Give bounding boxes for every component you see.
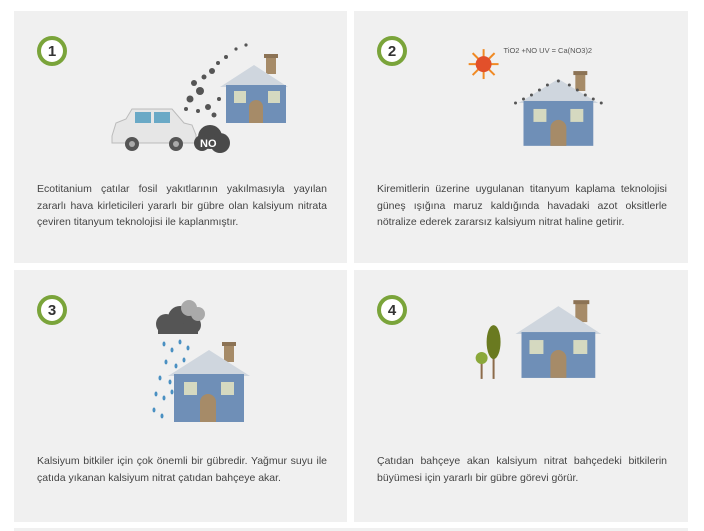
step-number-badge: 4	[377, 295, 407, 325]
car-icon	[112, 109, 196, 151]
house-icon	[514, 71, 603, 146]
cloud-icon	[156, 300, 205, 334]
step-number-badge: 1	[37, 36, 67, 66]
tree-icon	[476, 325, 501, 379]
garden-house-illustration	[354, 270, 687, 435]
house-icon	[168, 342, 250, 422]
house-icon	[220, 54, 288, 123]
step-card-4	[354, 270, 688, 522]
sun-icon	[469, 49, 499, 79]
step-description: Ecotitanium çatılar fosil yakıtlarının yakılmasıyla yayılan zararlı hava kirleticileri yararlı bir gübre olan kalsiyum nitrata çeviren titanyum teknolojisi ile kaplanmıştır.	[37, 183, 327, 228]
step-description: Çatıdan bahçeye akan kalsiyum nitrat bahçedeki bitkilerin büyümesi için yararlı bir gübre görevi görür.	[377, 455, 667, 484]
step-card-3	[14, 270, 347, 522]
sun-reaction-house-illustration	[354, 11, 687, 176]
step-card-1	[14, 11, 347, 263]
chemical-formula: TiO2 +NO UV = Ca(NO3)2	[503, 46, 593, 56]
step-description: Kalsiyum bitkiler için çok önemli bir gübredir. Yağmur suyu ile çatıda yıkanan kalsiyum nitrat çatıdan bahçeye akar.	[37, 455, 327, 484]
house-icon	[516, 300, 602, 378]
step-card-2	[354, 11, 688, 263]
step-number-badge: 2	[377, 36, 407, 66]
rain-house-illustration	[14, 270, 347, 435]
exhaust-cloud	[194, 125, 230, 153]
car-pollution-house-illustration	[14, 11, 347, 176]
step-number-badge: 3	[37, 295, 67, 325]
exhaust-label: NO	[200, 138, 217, 150]
step-description: Kiremitlerin üzerine uygulanan titanyum kaplama teknolojisi güneş ışığına maruz kaldığında havadaki azot oksitlerle nötralize ederek zararsız kalsiyum nitrat haline getirir.	[377, 183, 667, 228]
